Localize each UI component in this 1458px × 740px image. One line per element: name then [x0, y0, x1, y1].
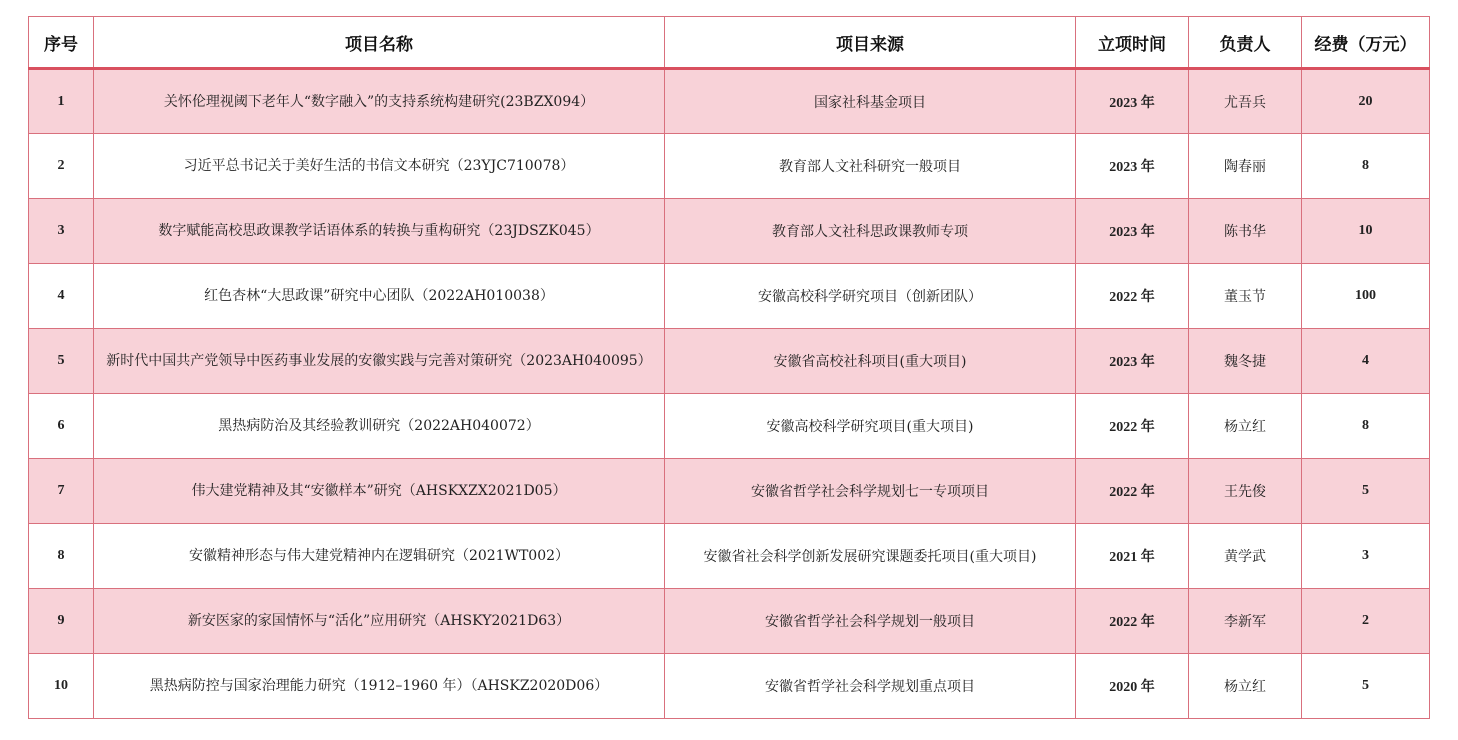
cell-project-source: 国家社科基金项目 [665, 69, 1076, 134]
cell-project-name: 安徽精神形态与伟大建党精神内在逻辑研究（2021WT002） [94, 524, 665, 589]
cell-project-name: 伟大建党精神及其“安徽样本”研究（AHSKXZX2021D05） [94, 459, 665, 524]
table-row [29, 134, 1430, 199]
cell-start-year: 2023 年 [1076, 199, 1189, 264]
table-row [29, 654, 1430, 719]
cell-index: 3 [29, 199, 94, 264]
table-row [29, 199, 1430, 264]
cell-project-source: 安徽高校科学研究项目(重大项目) [665, 394, 1076, 459]
table-row [29, 264, 1430, 329]
cell-leader: 魏冬捷 [1189, 329, 1302, 394]
cell-project-source: 教育部人文社科思政课教师专项 [665, 199, 1076, 264]
cell-leader: 尤吾兵 [1189, 69, 1302, 134]
cell-leader: 董玉节 [1189, 264, 1302, 329]
cell-funding: 20 [1302, 69, 1430, 134]
cell-leader: 杨立红 [1189, 654, 1302, 719]
table-row [29, 459, 1430, 524]
cell-project-name: 新安医家的家国情怀与“活化”应用研究（AHSKY2021D63） [94, 589, 665, 654]
cell-project-name: 数字赋能高校思政课教学话语体系的转换与重构研究（23JDSZK045） [94, 199, 665, 264]
cell-start-year: 2022 年 [1076, 394, 1189, 459]
cell-project-name: 黑热病防治及其经验教训研究（2022AH040072） [94, 394, 665, 459]
cell-index: 1 [29, 69, 94, 134]
cell-project-source: 安徽省哲学社会科学规划重点项目 [665, 654, 1076, 719]
cell-start-year: 2023 年 [1076, 69, 1189, 134]
cell-funding: 4 [1302, 329, 1430, 394]
cell-start-year: 2022 年 [1076, 264, 1189, 329]
cell-project-source: 安徽省高校社科项目(重大项目) [665, 329, 1076, 394]
cell-index: 5 [29, 329, 94, 394]
table-row [29, 394, 1430, 459]
cell-project-name: 新时代中国共产党领导中医药事业发展的安徽实践与完善对策研究（2023AH040095） [94, 329, 665, 394]
table-row [29, 524, 1430, 589]
cell-funding: 8 [1302, 394, 1430, 459]
table-row [29, 329, 1430, 394]
cell-start-year: 2022 年 [1076, 459, 1189, 524]
cell-start-year: 2020 年 [1076, 654, 1189, 719]
cell-project-name: 红色杏林“大思政课”研究中心团队（2022AH010038） [94, 264, 665, 329]
cell-start-year: 2021 年 [1076, 524, 1189, 589]
table-row [29, 589, 1430, 654]
cell-leader: 陶春丽 [1189, 134, 1302, 199]
cell-funding: 2 [1302, 589, 1430, 654]
header-index: 序号 [29, 17, 94, 69]
projects-table-container [28, 16, 1429, 719]
cell-funding: 8 [1302, 134, 1430, 199]
header-funding: 经费（万元） [1302, 17, 1430, 69]
cell-funding: 5 [1302, 654, 1430, 719]
cell-project-source: 安徽省哲学社会科学规划一般项目 [665, 589, 1076, 654]
cell-funding: 100 [1302, 264, 1430, 329]
cell-project-name: 关怀伦理视阈下老年人“数字融入”的支持系统构建研究(23BZX094） [94, 69, 665, 134]
table-row [29, 69, 1430, 134]
header-leader: 负责人 [1189, 17, 1302, 69]
cell-index: 2 [29, 134, 94, 199]
cell-index: 10 [29, 654, 94, 719]
cell-start-year: 2023 年 [1076, 134, 1189, 199]
cell-leader: 黄学武 [1189, 524, 1302, 589]
cell-project-source: 教育部人文社科研究一般项目 [665, 134, 1076, 199]
header-project-name: 项目名称 [94, 17, 665, 69]
cell-start-year: 2023 年 [1076, 329, 1189, 394]
projects-table [28, 16, 1430, 719]
cell-index: 4 [29, 264, 94, 329]
cell-funding: 10 [1302, 199, 1430, 264]
cell-funding: 3 [1302, 524, 1430, 589]
cell-project-name: 习近平总书记关于美好生活的书信文本研究（23YJC710078） [94, 134, 665, 199]
cell-index: 9 [29, 589, 94, 654]
cell-funding: 5 [1302, 459, 1430, 524]
cell-project-source: 安徽高校科学研究项目（创新团队） [665, 264, 1076, 329]
cell-index: 7 [29, 459, 94, 524]
header-project-source: 项目来源 [665, 17, 1076, 69]
cell-start-year: 2022 年 [1076, 589, 1189, 654]
table-header-row [29, 17, 1430, 69]
cell-leader: 杨立红 [1189, 394, 1302, 459]
header-start-year: 立项时间 [1076, 17, 1189, 69]
cell-leader: 王先俊 [1189, 459, 1302, 524]
cell-leader: 李新军 [1189, 589, 1302, 654]
cell-project-source: 安徽省哲学社会科学规划七一专项项目 [665, 459, 1076, 524]
cell-index: 8 [29, 524, 94, 589]
cell-project-source: 安徽省社会科学创新发展研究课题委托项目(重大项目) [665, 524, 1076, 589]
cell-index: 6 [29, 394, 94, 459]
cell-leader: 陈书华 [1189, 199, 1302, 264]
cell-project-name: 黑热病防控与国家治理能力研究（1912–1960 年）（AHSKZ2020D06） [94, 654, 665, 719]
